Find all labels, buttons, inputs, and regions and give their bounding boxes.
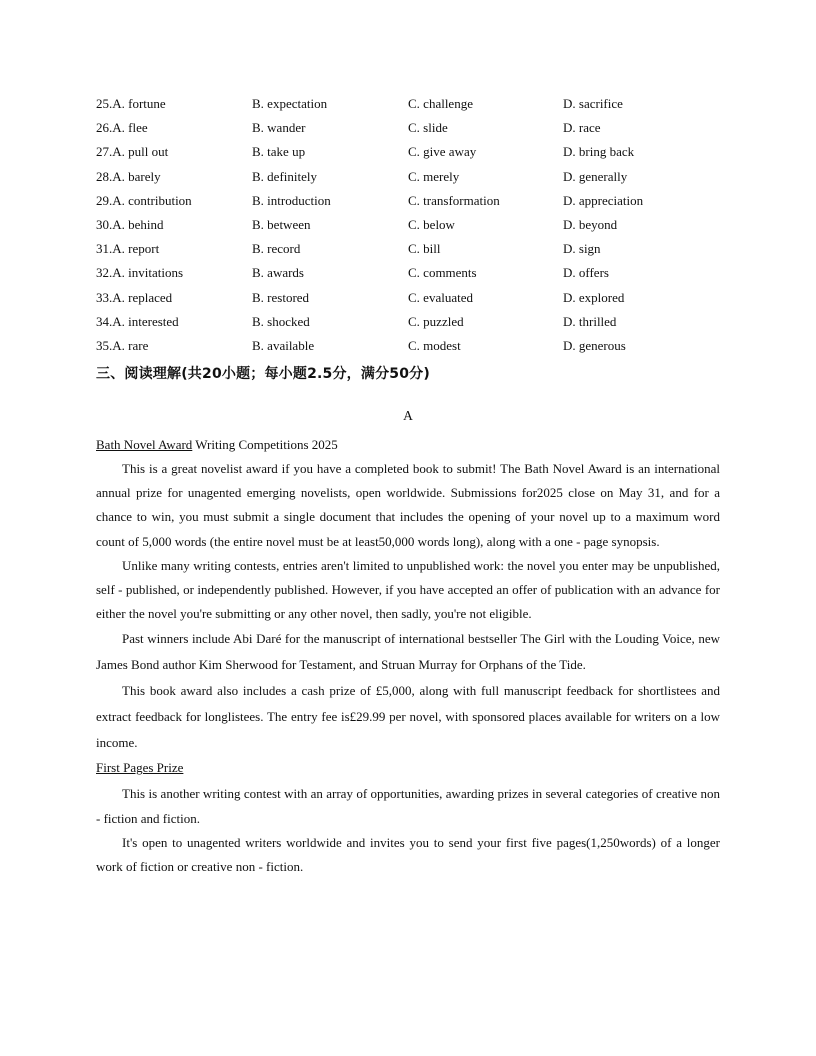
question-row xyxy=(96,215,736,239)
option-c: C. challenge xyxy=(408,96,473,111)
award-name: Bath Novel Award xyxy=(96,437,193,452)
article-title xyxy=(96,435,720,457)
option-a: 27.A. pull out xyxy=(96,144,169,160)
question-row xyxy=(96,191,736,215)
option-c: C. merely xyxy=(408,168,460,184)
question-row xyxy=(96,239,736,263)
question-row xyxy=(96,167,736,191)
option-b: B. wander xyxy=(252,120,306,136)
option-c: C. slide xyxy=(408,120,448,136)
question-row xyxy=(96,312,736,336)
option-c: C. puzzled xyxy=(408,313,464,329)
title-rest: Writing Competitions 2025 xyxy=(192,437,338,452)
option-b: B. expectation xyxy=(252,96,328,111)
option-d: D. explored xyxy=(563,289,625,305)
question-row xyxy=(96,288,736,312)
option-b: B. restored xyxy=(252,289,310,305)
option-d: D. beyond xyxy=(563,216,618,232)
option-d: D. sacrifice xyxy=(563,96,623,111)
option-b: B. between xyxy=(252,216,311,232)
option-c: C. bill xyxy=(408,241,441,257)
option-a: 33.A. replaced xyxy=(96,289,173,305)
option-c: C. below xyxy=(408,216,455,232)
option-b: B. awards xyxy=(252,265,304,281)
multiple-choice-list xyxy=(96,94,736,360)
option-d: D. bring back xyxy=(563,144,635,160)
paragraph: Past winners include Abi Daré for the manuscript of international bestseller The Girl with the Louding Voice, new James Bond author Kim Sherwood for Testament, and Struan Murray for Orphans of the Tide. xyxy=(96,631,720,673)
passage-label: A xyxy=(403,408,413,423)
option-a: 31.A. report xyxy=(96,241,160,257)
paragraph: This book award also includes a cash prize of £5,000, along with full manuscript feedback for shortlistees and extract feedback for longlistees. The entry fee is£29.99 per novel, with sponsored places available for writers on a low income. xyxy=(96,683,720,751)
option-b: B. shocked xyxy=(252,313,310,329)
option-d: D. sign xyxy=(563,241,601,257)
option-a: 30.A. behind xyxy=(96,216,164,232)
paragraph: Unlike many writing contests, entries aren't limited to unpublished work: the novel you enter may be unpublished, self - published, or independently published. However, if you have accepted an offer of publication with an advance for either the novel you're submitting or any other novel, then sadly, you're not eligible. xyxy=(96,557,720,622)
option-c: C. modest xyxy=(408,337,461,353)
option-a: 28.A. barely xyxy=(96,168,161,184)
question-row xyxy=(96,263,736,287)
option-a: 35.A. rare xyxy=(96,337,149,353)
option-d: D. offers xyxy=(563,265,609,281)
option-b: B. take up xyxy=(252,144,306,160)
section-heading: 三、阅读理解(共20小题；每小题2.5分，满分50分) xyxy=(96,366,430,382)
option-a: 32.A. invitations xyxy=(96,265,184,281)
question-row xyxy=(96,336,736,360)
option-b: B. record xyxy=(252,241,301,257)
option-d: D. appreciation xyxy=(563,192,644,208)
option-d: D. generous xyxy=(563,337,626,353)
option-b: B. definitely xyxy=(252,168,317,184)
sub-heading: First Pages Prize xyxy=(96,760,184,776)
question-row xyxy=(96,142,736,166)
option-c: C. give away xyxy=(408,144,477,160)
option-d: D. generally xyxy=(563,168,628,184)
question-row xyxy=(96,118,736,142)
option-a: 25.A. fortune xyxy=(96,96,166,111)
paragraph: It's open to unagented writers worldwide and invites you to send your first five pages(1,250words) of a longer work of fiction or creative non - fiction. xyxy=(96,834,720,875)
option-b: B. available xyxy=(252,337,315,353)
option-a: 29.A. contribution xyxy=(96,192,192,208)
reading-passage xyxy=(96,435,720,879)
question-row xyxy=(96,94,736,118)
option-d: D. race xyxy=(563,120,601,136)
option-c: C. comments xyxy=(408,265,477,281)
option-a: 26.A. flee xyxy=(96,120,148,136)
option-c: C. transformation xyxy=(408,192,500,208)
paragraph: This is another writing contest with an array of opportunities, awarding prizes in several categories of creative non - fiction and fiction. xyxy=(96,786,720,826)
option-c: C. evaluated xyxy=(408,289,473,305)
option-a: 34.A. interested xyxy=(96,313,179,329)
option-b: B. introduction xyxy=(252,192,331,208)
option-d: D. thrilled xyxy=(563,313,617,329)
paragraph: This is a great novelist award if you have a completed book to submit! The Bath Novel Award is an international annual prize for unagented emerging novelists, open worldwide. Submissions for2025 close on May 31, and for a chance to win, you must submit a single document that includes the opening of your novel up to a maximum word count of 5,000 words (the entire novel must be at least50,000 words long), along with a one - page synopsis. xyxy=(96,461,720,549)
